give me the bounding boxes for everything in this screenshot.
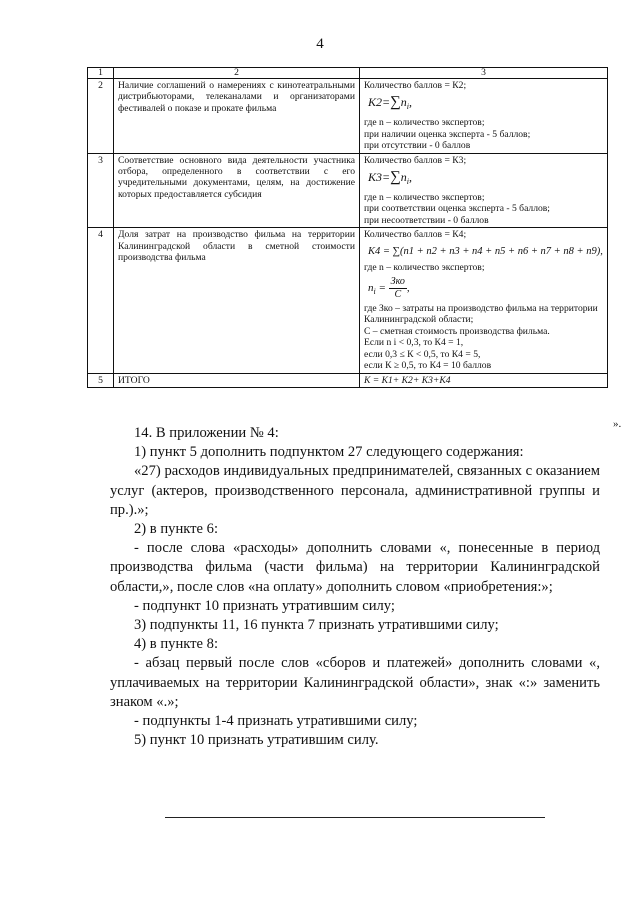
sum-formula bbox=[368, 168, 603, 191]
fraction-denominator: С bbox=[394, 289, 402, 301]
formula-eq: = bbox=[381, 95, 391, 110]
formula-sub: i bbox=[406, 102, 410, 112]
score-line: при отсутствии - 0 баллов bbox=[364, 140, 471, 152]
score-cell bbox=[360, 79, 608, 154]
score-line: где n – количество экспертов; bbox=[364, 261, 485, 273]
score-line: Если n i < 0,3, то К4 = 1, bbox=[364, 337, 464, 349]
score-line: если К ≥ 0,5, то К4 = 10 баллов bbox=[364, 360, 492, 372]
score-cell bbox=[360, 228, 608, 373]
table-row bbox=[88, 228, 608, 373]
formula-var: n bbox=[400, 170, 407, 185]
table-row bbox=[88, 153, 608, 228]
paragraph: 3) подпункты 11, 16 пункта 7 признать утратившими силу; bbox=[134, 617, 499, 634]
amendments-text bbox=[110, 424, 600, 750]
page-number: 4 bbox=[316, 36, 324, 52]
sum-symbol: ∑ bbox=[390, 169, 401, 186]
fraction bbox=[389, 276, 407, 301]
table-header-row bbox=[88, 68, 608, 79]
criterion-text: Доля затрат на производство фильма на территории Калининградской области в сметной стоимости производства фильма bbox=[114, 228, 360, 373]
criterion-text: Соответствие основного вида деятельности участника отбора, определенного в соответствии с его учредительными документами, целям, на достижение которых предоставляется субсидия bbox=[114, 153, 360, 228]
row-number: 5 bbox=[88, 373, 114, 387]
paragraph: 14. В приложении № 4: bbox=[134, 425, 279, 441]
criteria-table bbox=[87, 67, 608, 388]
score-line: Количество баллов = К4; bbox=[364, 229, 467, 241]
formula-lhs: К2 bbox=[368, 95, 382, 110]
paragraph: 2) в пункте 6: bbox=[134, 521, 219, 538]
score-cell bbox=[360, 153, 608, 228]
k4-formula: К4 = ∑(n1 + n2 + n3 + n4 + n5 + n6 + n7 + n8 + n9), bbox=[368, 245, 603, 257]
paragraph: 1) пункт 5 дополнить подпунктом 27 следующего содержания: bbox=[134, 444, 524, 461]
formula-tail: , bbox=[409, 170, 413, 185]
header-cell: 3 bbox=[360, 68, 608, 79]
paragraph: - после слова «расходы» дополнить словами «, понесенные в период производства фильма (части фильма) на территории Калининградской области,», после слов «на оплату» дополнить словом «приобретения:»; bbox=[110, 540, 600, 595]
formula-eq: = bbox=[378, 282, 386, 295]
paragraph: 5) пункт 10 признать утратившим силу. bbox=[134, 732, 379, 749]
sum-symbol: ∑ bbox=[390, 94, 401, 111]
formula-eq: = bbox=[381, 170, 391, 185]
total-formula: К = К1+ К2+ К3+К4 bbox=[360, 373, 608, 387]
score-line: при соответствии оценка эксперта - 5 баллов; bbox=[364, 203, 550, 215]
score-line: если 0,3 ≤ К < 0,5, то К4 = 5, bbox=[364, 348, 481, 360]
signature-line bbox=[165, 817, 545, 818]
paragraph: - подпункт 10 признать утратившим силу; bbox=[134, 597, 395, 614]
paragraph: - абзац первый после слов «сборов и платежей» дополнить словами «, уплачиваемых на территории Калининградской области», знак «:» заменить знаком «.»; bbox=[110, 655, 600, 710]
header-cell: 2 bbox=[114, 68, 360, 79]
fraction-numerator: Зко bbox=[390, 276, 405, 288]
formula-tail: , bbox=[409, 95, 413, 110]
score-line: при несоответствии - 0 баллов bbox=[364, 214, 489, 226]
row-number: 3 bbox=[88, 153, 114, 228]
score-line: где n – количество экспертов; bbox=[364, 192, 485, 204]
paragraph: «27) расходов индивидуальных предпринимателей, связанных с оказанием услуг (актеров, производственного персонала, административной группы и пр.).»; bbox=[110, 463, 600, 518]
formula-lhs: n bbox=[368, 282, 374, 295]
formula-var: n bbox=[400, 95, 407, 110]
formula-tail: , bbox=[406, 282, 410, 295]
paragraph: 4) в пункте 8: bbox=[134, 636, 219, 653]
score-line: при наличии оценка эксперта - 5 баллов; bbox=[364, 128, 531, 140]
formula-sub: i bbox=[406, 177, 410, 187]
formula-lhs: К3 bbox=[368, 170, 382, 185]
table-row bbox=[88, 373, 608, 387]
row-number: 4 bbox=[88, 228, 114, 373]
table-row bbox=[88, 79, 608, 154]
score-line: где Зко – затраты на производство фильма на территории Калининградской области; bbox=[364, 303, 598, 326]
sum-formula bbox=[368, 93, 603, 116]
ni-formula bbox=[368, 276, 603, 301]
header-cell: 1 bbox=[88, 68, 114, 79]
paragraph: - подпункты 1-4 признать утратившими силу; bbox=[134, 713, 418, 730]
score-line: где n – количество экспертов; bbox=[364, 117, 485, 129]
criterion-text: ИТОГО bbox=[114, 373, 360, 387]
score-line: С – сметная стоимость производства фильма. bbox=[364, 325, 550, 337]
criterion-text: Наличие соглашений о намерениях с кинотеатральными дистрибьюторами, телеканалами и организаторами фестивалей о показе и прокате фильма bbox=[114, 79, 360, 154]
score-line: Количество баллов = К2; bbox=[364, 80, 467, 91]
row-number: 2 bbox=[88, 79, 114, 154]
score-line: Количество баллов = К3; bbox=[364, 154, 467, 166]
formula-sub: i bbox=[373, 287, 376, 297]
closing-quote: ». bbox=[613, 418, 622, 430]
